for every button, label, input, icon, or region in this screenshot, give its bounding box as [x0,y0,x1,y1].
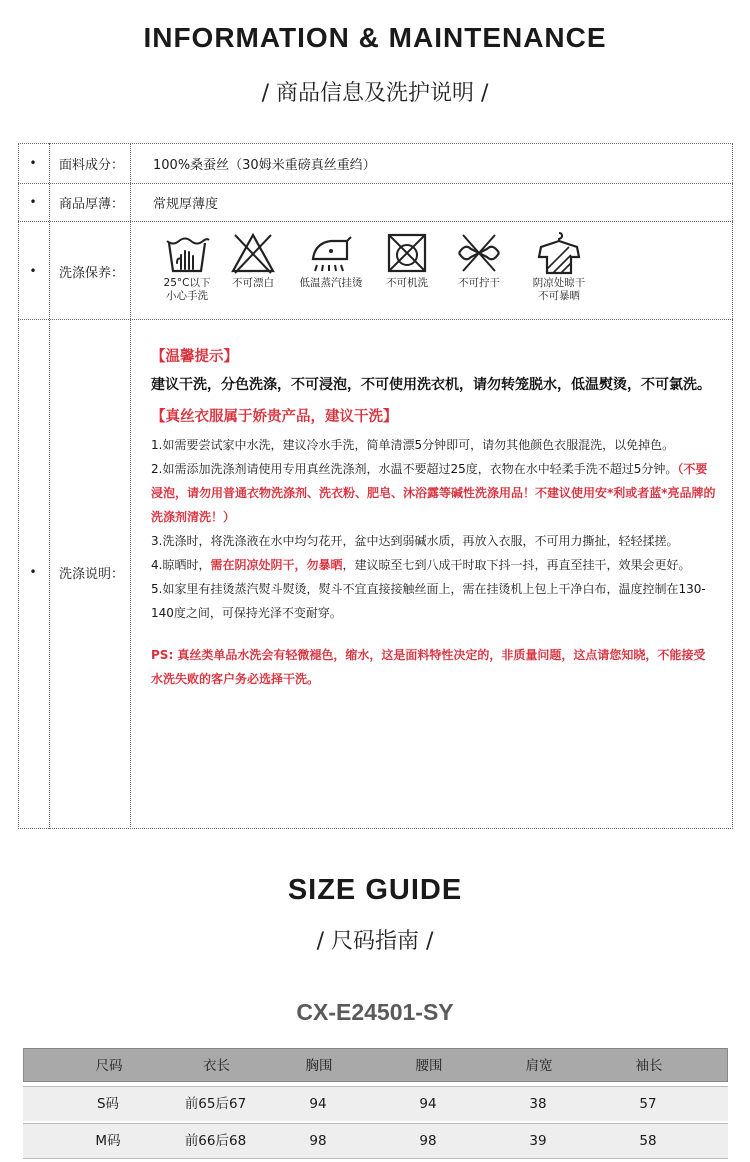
cell-waist: 94 [419,1096,437,1112]
page-subtitle: / 商品信息及洗护说明 / [261,81,489,106]
col-header-waist: 腰围 [415,1058,443,1074]
note-4-text-a: 4.晾晒时， [151,558,211,572]
cell-size: M码 [95,1133,121,1149]
thickness-label: 商品厚薄： [59,197,125,212]
table-row [23,1086,728,1121]
note-5: 5.如家里有挂烫蒸汽熨斗熨烫，熨斗不宜直接接触丝面上，需在挂烫机上包上干净白布，温度控制在130-140度之间，可保持光泽不变耐穿。 [151,582,706,620]
care-label-no-machine-wash: 不可机洗 [386,277,428,289]
tip-body: 建议干洗，分色洗涤，不可浸泡，不可使用洗衣机，请勿转笼脱水，低温熨烫，不可氯洗。 [151,377,711,393]
size-guide-title: SIZE GUIDE [287,874,463,906]
model-number: CX-E24501-SY [296,999,454,1025]
page-title: INFORMATION & MAINTENANCE [143,22,607,53]
no-wring-icon [455,229,503,277]
care-label-hand-wash-2: 小心手洗 [166,290,208,302]
fabric-label: 面料成分： [59,158,125,173]
note-4 [151,553,716,577]
cell-chest: 94 [309,1096,327,1112]
row-bullet: • [29,565,37,579]
cell-size: S码 [96,1096,120,1112]
row-bullet: • [29,156,37,170]
info-table [18,143,733,829]
care-item-steam-iron [290,229,372,290]
care-label-shade-dry-2: 不可暴晒 [538,290,580,302]
note-2-warning: （不要浸泡，请勿用普通衣物洗涤剂、洗衣粉、肥皂、沐浴露等碱性洗涤用品！不建议使用安*利或者蓝*亮品牌的洗涤剂清洗！） [151,462,716,524]
cell-chest: 98 [309,1133,327,1149]
note-2 [151,457,716,529]
size-guide-subtitle: / 尺码指南 / [316,929,434,954]
fabric-value: 100%桑蚕丝（30姆米重磅真丝重绉） [153,158,376,173]
wash-notes [151,347,716,691]
cell-shoulder: 38 [529,1096,547,1112]
cell-shoulder: 39 [529,1133,547,1149]
care-item-hand-wash [152,229,222,303]
thickness-value: 常规厚薄度 [153,197,219,212]
care-label-no-wring: 不可拧干 [458,277,500,289]
note-2-text: 2.如需添加洗涤剂请使用专用真丝洗涤剂，水温不要超过25度，衣物在水中轻柔手洗不超过5分钟。 [151,462,678,476]
cell-waist: 98 [419,1133,437,1149]
ps-note: PS: 真丝类单品水洗会有轻微褪色，缩水，这是面料特性决定的，非质量问题，这点请您知晓，不能接受水洗失败的客户务必选择干洗。 [151,648,706,686]
care-label-no-bleach: 不可漂白 [232,277,274,289]
note-4-warning: 需在阴凉处阴干，勿暴晒 [210,558,343,572]
cell-length: 前65后67 [184,1096,247,1112]
col-header-length: 衣长 [203,1058,230,1074]
table-row [23,1123,728,1158]
col-header-sleeve: 袖长 [635,1058,663,1074]
care-item-no-machine-wash [376,229,438,290]
shade-dry-shirt-icon [535,229,583,277]
silk-title: 【真丝衣服属于娇贵产品，建议干洗】 [151,409,398,425]
low-steam-iron-icon [307,229,355,277]
care-item-no-bleach [222,229,284,290]
cell-sleeve: 57 [639,1096,657,1112]
care-item-shade-dry [520,229,598,303]
row-bullet: • [29,264,37,278]
wash-notes-label: 洗涤说明： [59,567,125,582]
tip-title: 【温馨提示】 [151,349,238,365]
row-bullet: • [29,195,37,209]
note-3: 3.洗涤时，将洗涤液在水中均匀花开，盆中达到弱碱水质，再放入衣服，不可用力撕扯，轻轻揉搓。 [151,534,679,548]
note-4-text-b: ，建议晾至七到八成干时取下抖一抖，再直至挂干，效果会更好。 [342,558,691,572]
care-label-shade-dry: 阴凉处晾干 [532,277,586,289]
col-header-size: 尺码 [95,1058,123,1074]
hand-wash-icon [163,229,211,277]
cell-sleeve: 58 [639,1133,657,1149]
care-label-steam-iron: 低温蒸汽挂烫 [299,277,363,289]
size-header-row [23,1048,728,1082]
table-bottom-border [23,1158,728,1159]
care-label: 洗涤保养： [59,266,125,281]
no-bleach-icon [229,229,277,277]
care-label-hand-wash: 25°C以下 [163,277,211,289]
no-machine-wash-icon [383,229,431,277]
note-1: 1.如需要尝试家中水洗，建议冷水手洗，简单清漂5分钟即可，请勿其他颜色衣服混洗，以免掉色。 [151,438,675,452]
care-item-no-wring [448,229,510,290]
col-header-chest: 胸围 [305,1058,333,1074]
col-header-shoulder: 肩宽 [525,1058,553,1074]
cell-length: 前66后68 [184,1133,247,1149]
